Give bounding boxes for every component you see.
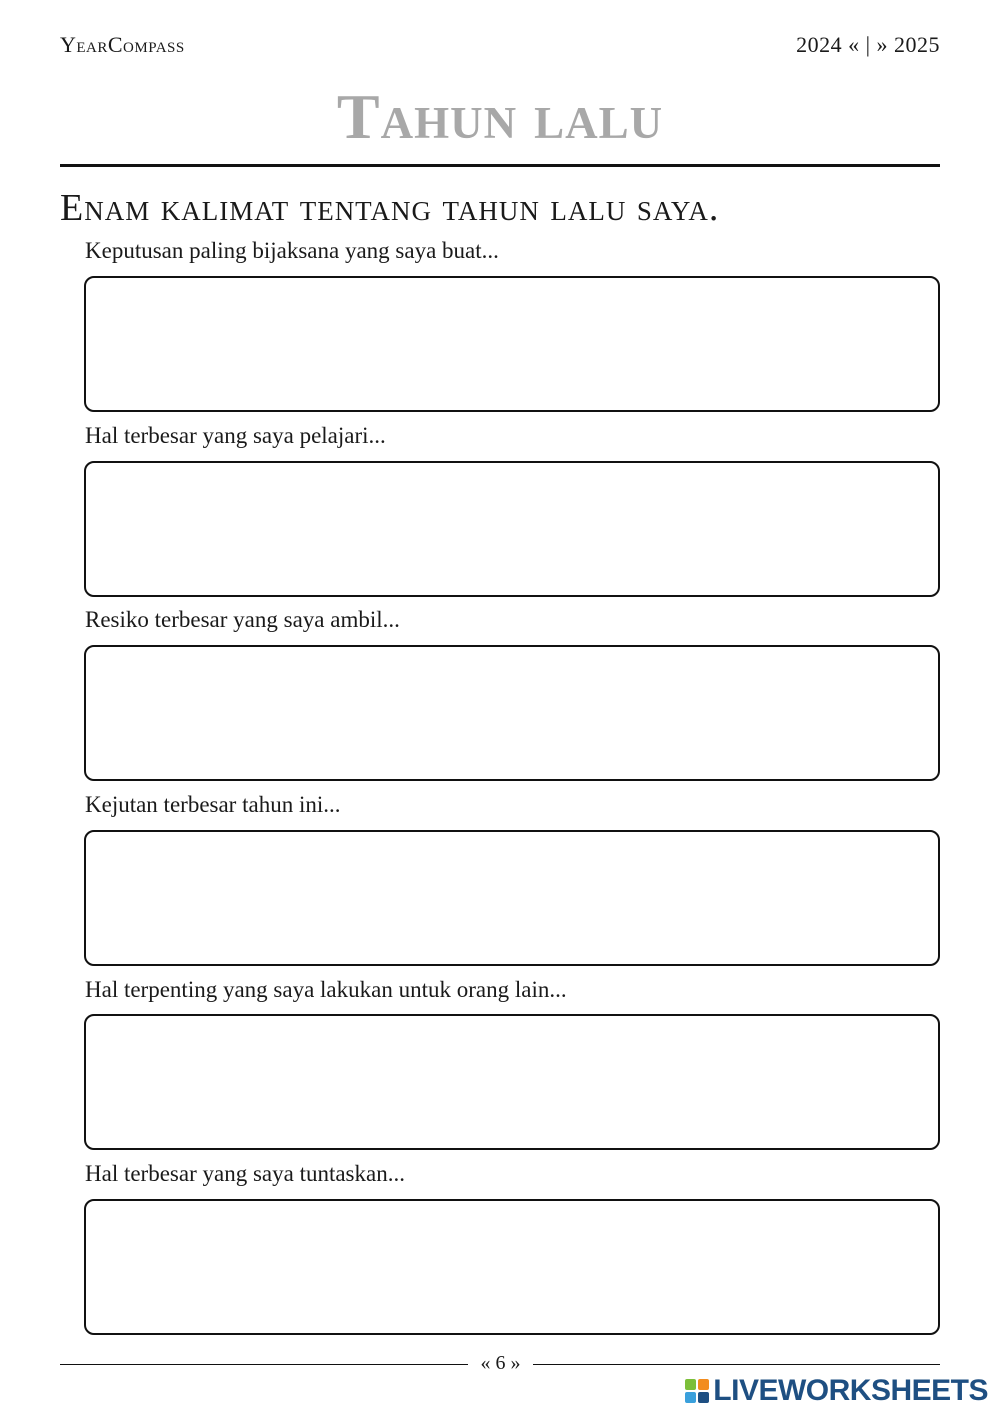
footer-divider-right bbox=[533, 1364, 940, 1365]
footer-divider-left bbox=[60, 1364, 468, 1365]
page-number: « 6 » bbox=[480, 1352, 521, 1374]
prompt-label-1: Keputusan paling bijaksana yang saya buat... bbox=[85, 238, 499, 263]
brand-name: YearCompass bbox=[60, 32, 185, 57]
prompt-label-6: Hal terbesar yang saya tuntaskan... bbox=[85, 1161, 405, 1186]
prompt-label-5: Hal terpenting yang saya lakukan untuk orang lain... bbox=[85, 977, 567, 1002]
prompt-label-2: Hal terbesar yang saya pelajari... bbox=[85, 423, 386, 448]
prompt-label-4: Kejutan terbesar tahun ini... bbox=[85, 792, 341, 817]
answer-box-3[interactable] bbox=[84, 645, 940, 781]
prompt-label-3: Resiko terbesar yang saya ambil... bbox=[85, 607, 400, 632]
logo-square-orange bbox=[698, 1379, 709, 1390]
logo-square-lightblue bbox=[685, 1392, 696, 1403]
logo-square-blue bbox=[698, 1392, 709, 1403]
answer-box-4[interactable] bbox=[84, 830, 940, 966]
title-divider bbox=[60, 164, 940, 167]
liveworksheets-logo[interactable] bbox=[685, 1374, 988, 1408]
answer-box-1[interactable] bbox=[84, 276, 940, 412]
page-title: Tahun lalu bbox=[336, 81, 664, 152]
logo-square-green bbox=[685, 1379, 696, 1390]
section-heading: Enam kalimat tentang tahun lalu saya. bbox=[60, 187, 720, 229]
answer-box-5[interactable] bbox=[84, 1014, 940, 1150]
liveworksheets-logo-text: LIVEWORKSHEETS bbox=[713, 1374, 988, 1407]
answer-box-6[interactable] bbox=[84, 1199, 940, 1335]
year-range: 2024 « | » 2025 bbox=[796, 32, 940, 57]
answer-box-2[interactable] bbox=[84, 461, 940, 597]
liveworksheets-logo-icon bbox=[685, 1379, 709, 1403]
